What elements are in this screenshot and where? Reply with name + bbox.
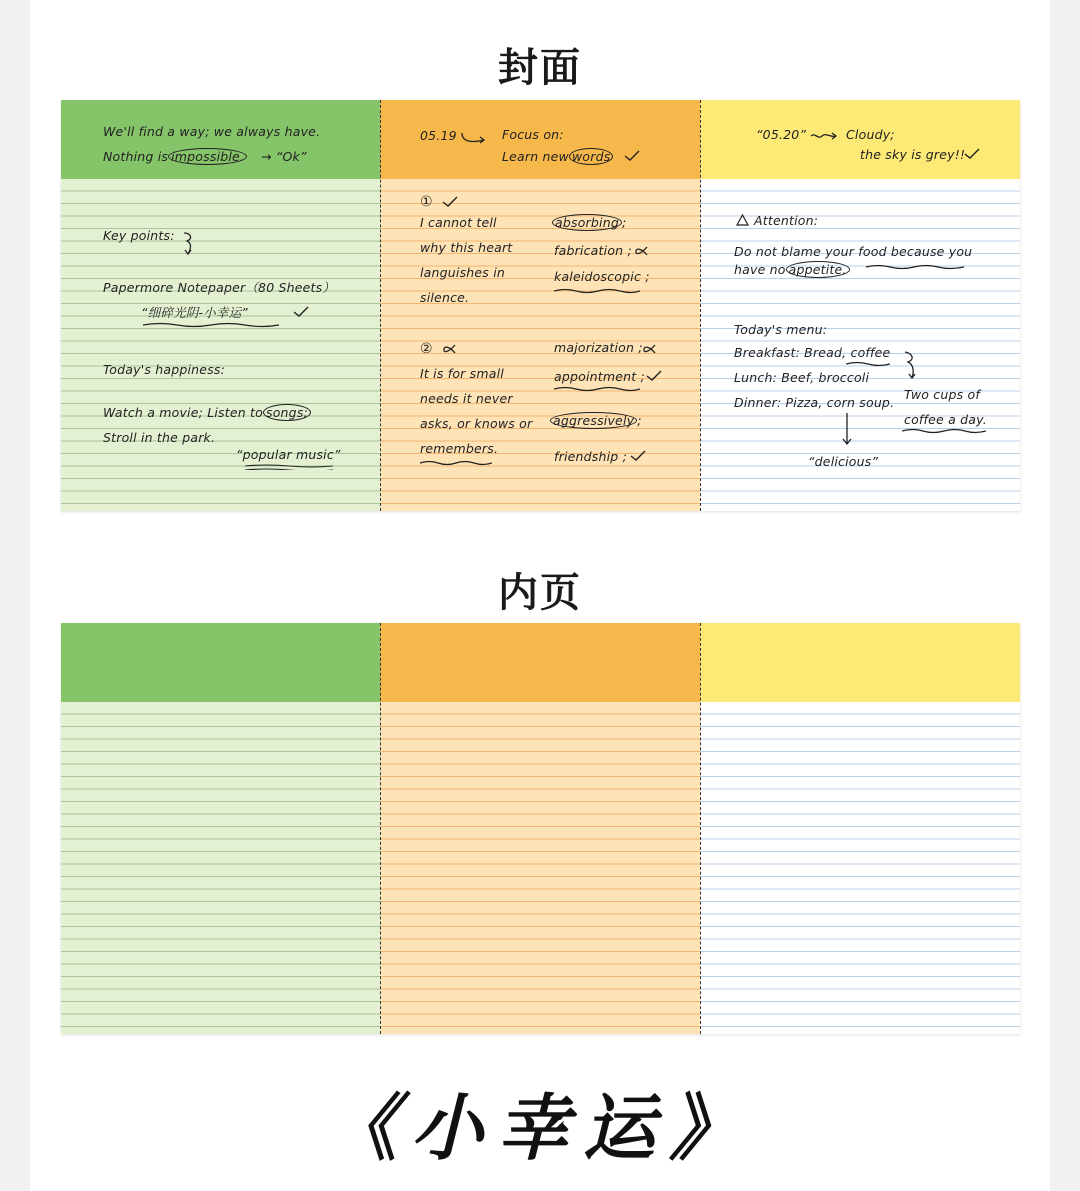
lunch: Lunch: Beef, broccoli bbox=[734, 370, 870, 385]
dashed-divider bbox=[380, 100, 381, 511]
dashed-divider bbox=[700, 623, 701, 1034]
circled-word: impossible. bbox=[168, 148, 247, 165]
poem2-line4: remembers. bbox=[420, 441, 499, 456]
dinner: Dinner: Pizza, corn soup. bbox=[734, 395, 895, 410]
two-cups: Two cups of bbox=[904, 387, 980, 402]
cover-yellow-panel bbox=[700, 100, 1020, 511]
inner-yellow-panel bbox=[700, 623, 1020, 1034]
green-header-line2: Nothing is impossible. bbox=[103, 151, 247, 164]
inner-orange-panel bbox=[380, 623, 700, 1034]
key-points: Key points: bbox=[103, 228, 175, 243]
underline-wave bbox=[846, 361, 890, 367]
poem1-line1: I cannot tell bbox=[420, 215, 497, 230]
movie-line: Watch a movie; Listen to songs; bbox=[103, 407, 311, 420]
stroll-line: Stroll in the park. bbox=[103, 430, 216, 445]
alpha-mark-icon bbox=[642, 344, 656, 354]
dashed-divider bbox=[380, 623, 381, 1034]
yellow-header bbox=[700, 623, 1020, 702]
green-header bbox=[61, 100, 380, 179]
inner-section-title: 内页 bbox=[498, 570, 582, 616]
curl-arrow-icon bbox=[460, 130, 486, 146]
cover-green-panel bbox=[61, 100, 380, 511]
check-icon bbox=[442, 196, 458, 208]
vocab-majorization: majorization ; bbox=[554, 340, 643, 355]
poem2-line3: asks, or knows or bbox=[420, 416, 533, 431]
green-header-arrow: → “Ok” bbox=[261, 149, 307, 164]
check-icon bbox=[630, 450, 646, 462]
attention: Attention: bbox=[754, 213, 819, 228]
yellow-lined-area bbox=[700, 702, 1020, 1034]
underline-wave bbox=[554, 386, 640, 392]
inner-green-panel bbox=[61, 623, 380, 1034]
curl-arrow-icon bbox=[810, 130, 838, 142]
product-title: 《小幸运》 bbox=[324, 1086, 755, 1170]
check-icon bbox=[646, 370, 662, 382]
dashed-divider bbox=[700, 100, 701, 511]
double-underline bbox=[245, 464, 333, 470]
warning-triangle-icon bbox=[736, 214, 749, 226]
happiness-heading: Today's happiness: bbox=[103, 362, 226, 377]
notepaper-name: Papermore Notepaper（80 Sheets） bbox=[103, 280, 336, 295]
number-two: ② bbox=[420, 341, 433, 357]
coffee-a-day: coffee a day. bbox=[904, 412, 987, 427]
orange-lined-area bbox=[380, 702, 700, 1034]
alpha-mark-icon bbox=[442, 344, 456, 354]
delicious: “delicious” bbox=[808, 454, 879, 469]
curved-arrow-icon bbox=[902, 350, 918, 382]
check-icon bbox=[293, 306, 309, 318]
underline-wave bbox=[554, 288, 640, 294]
poem2-line2: needs it never bbox=[420, 391, 513, 406]
vocab-absorbing: absorbing ; bbox=[552, 217, 626, 230]
sky-grey: the sky is grey!! bbox=[860, 147, 966, 162]
orange-header bbox=[380, 623, 700, 702]
inner-notepaper bbox=[61, 623, 1020, 1034]
check-icon bbox=[624, 150, 640, 162]
poem1-line4: silence. bbox=[420, 290, 470, 305]
green-header-line1: We'll find a way; we always have. bbox=[103, 124, 321, 139]
appetite-line: have no appetite. bbox=[734, 264, 850, 277]
check-icon bbox=[964, 148, 980, 160]
popular-music: “popular music” bbox=[236, 447, 341, 462]
underline-wave bbox=[143, 322, 281, 328]
vocab-aggressively: aggressively ; bbox=[550, 415, 642, 428]
yellow-date: “05.20” bbox=[756, 127, 807, 142]
vocab-fabrication: fabrication ; bbox=[554, 243, 632, 258]
cover-notepaper bbox=[61, 100, 1020, 511]
poem1-line2: why this heart bbox=[420, 240, 513, 255]
cover-section-title: 封面 bbox=[498, 45, 582, 91]
menu-heading: Today's menu: bbox=[734, 322, 828, 337]
breakfast: Breakfast: Bread, coffee bbox=[734, 345, 891, 360]
vocab-friendship: friendship ; bbox=[554, 449, 627, 464]
underline-wave bbox=[902, 428, 986, 434]
chinese-quote: “细碎光阴-小幸运” bbox=[141, 305, 248, 320]
number-one: ① bbox=[420, 194, 433, 210]
underline-wave bbox=[866, 264, 964, 270]
focus-on: Focus on: bbox=[502, 127, 564, 142]
orange-date: 05.19 bbox=[420, 128, 457, 143]
cover-orange-panel bbox=[380, 100, 700, 511]
poem1-line3: languishes in bbox=[420, 265, 505, 280]
alpha-mark-icon bbox=[634, 246, 648, 256]
down-arrow-icon bbox=[842, 412, 852, 446]
vocab-appointment: appointment ; bbox=[554, 369, 645, 384]
curved-arrow-icon bbox=[181, 231, 195, 257]
learn-new-words: Learn new words bbox=[502, 151, 613, 164]
weather: Cloudy; bbox=[846, 127, 895, 142]
poem2-line1: It is for small bbox=[420, 366, 504, 381]
vocab-kaleidoscopic: kaleidoscopic ; bbox=[554, 269, 650, 284]
blame-line: Do not blame your food because you bbox=[734, 244, 973, 259]
green-header bbox=[61, 623, 380, 702]
underline-wave bbox=[420, 460, 492, 466]
green-lined-area bbox=[61, 702, 380, 1034]
